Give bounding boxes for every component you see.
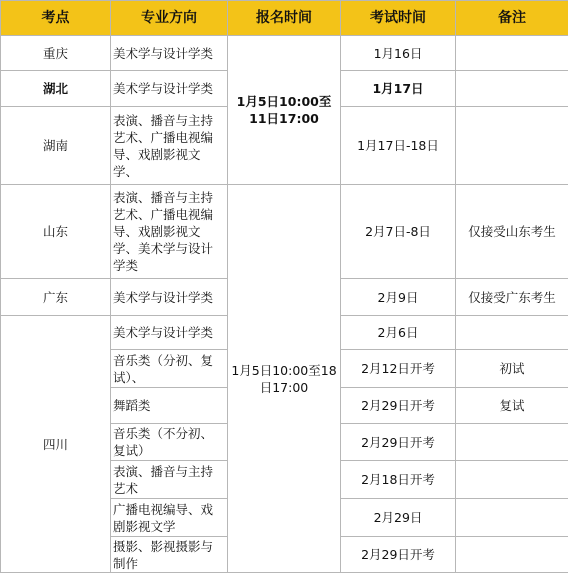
exam-time-cell: 2月7日-8日 [341,185,456,279]
header-major: 专业方向 [111,1,228,36]
exam-time-cell: 2月12日开考 [341,350,456,388]
location-cell: 山东 [1,185,111,279]
registration-window-cell: 1月5日10:00至11日17:00 [228,36,341,185]
note-cell [456,537,568,573]
exam-time-cell: 1月17日 [341,71,456,107]
note-cell [456,316,568,350]
major-cell: 表演、播音与主持艺术、广播电视编导、戏剧影视文学、美术学与设计学类 [111,185,228,279]
major-cell: 美术学与设计学类 [111,36,228,71]
location-cell: 重庆 [1,36,111,71]
note-cell [456,499,568,537]
exam-time-cell: 2月29日开考 [341,537,456,573]
header-registration-time: 报名时间 [228,1,341,36]
major-cell: 美术学与设计学类 [111,71,228,107]
note-cell [456,71,568,107]
exam-time-cell: 2月18日开考 [341,461,456,499]
major-cell: 表演、播音与主持艺术 [111,461,228,499]
header-note: 备注 [456,1,568,36]
location-cell: 四川 [1,316,111,573]
exam-time-cell: 1月17日-18日 [341,107,456,185]
note-cell [456,424,568,461]
exam-time-cell: 1月16日 [341,36,456,71]
major-cell: 音乐类（分初、复试）、 [111,350,228,388]
major-cell: 美术学与设计学类 [111,316,228,350]
major-cell: 音乐类（不分初、复试） [111,424,228,461]
major-cell: 广播电视编导、戏剧影视文学 [111,499,228,537]
note-cell: 仅接受山东考生 [456,185,568,279]
location-cell: 湖南 [1,107,111,185]
exam-time-cell: 2月29日 [341,499,456,537]
location-cell: 湖北 [1,71,111,107]
note-cell [456,36,568,71]
note-cell: 复试 [456,388,568,424]
note-cell: 仅接受广东考生 [456,279,568,316]
major-cell: 美术学与设计学类 [111,279,228,316]
exam-time-cell: 2月29日开考 [341,424,456,461]
table-row [1,36,568,71]
location-cell: 广东 [1,279,111,316]
header-exam-time: 考试时间 [341,1,456,36]
table-header-row [1,1,568,36]
exam-time-cell: 2月29日开考 [341,388,456,424]
note-cell [456,461,568,499]
table-row [1,185,568,279]
major-cell: 舞蹈类 [111,388,228,424]
major-cell: 表演、播音与主持艺术、广播电视编导、戏剧影视文学、 [111,107,228,185]
exam-time-cell: 2月9日 [341,279,456,316]
major-cell: 摄影、影视摄影与制作 [111,537,228,573]
exam-time-cell: 2月6日 [341,316,456,350]
header-location: 考点 [1,1,111,36]
note-cell: 初试 [456,350,568,388]
note-cell [456,107,568,185]
registration-window-cell: 1月5日10:00至18日17:00 [228,185,341,573]
